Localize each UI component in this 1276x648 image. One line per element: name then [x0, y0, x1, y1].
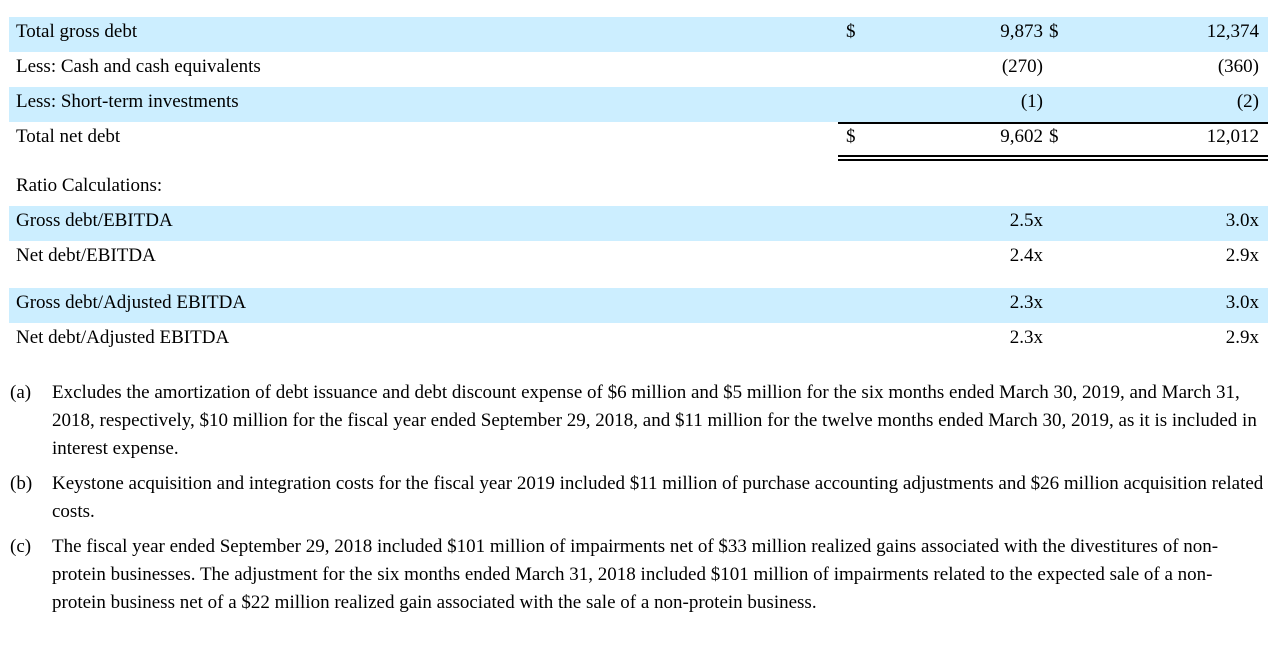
value-col2: 12,012 [1206, 126, 1259, 147]
footnote-tag: (c) [10, 536, 32, 557]
section-heading [9, 171, 1268, 206]
table-row [9, 17, 1268, 52]
value-col1: (1) [1020, 91, 1043, 112]
value-col1: 9,873 [1000, 21, 1043, 42]
value-col2: 3.0x [1225, 292, 1259, 313]
total-rule-bottom [838, 159, 1268, 161]
footnote-text: Keystone acquisition and integration costs for the fiscal year 2019 included $11 million of purchase accounting adjustments and $26 million acquisition related costs. [52, 473, 1264, 522]
table-row [9, 52, 1268, 87]
row-label: Gross debt/Adjusted EBITDA [16, 292, 247, 313]
footnote-c [10, 533, 1265, 617]
footnote-a [10, 379, 1265, 463]
currency-symbol: $ [846, 21, 856, 42]
value-col1: 2.5x [1009, 210, 1043, 231]
value-col2: 3.0x [1225, 210, 1259, 231]
footnote-tag: (a) [10, 382, 32, 403]
row-label: Total net debt [16, 126, 121, 147]
value-col2: 2.9x [1225, 245, 1259, 266]
row-label: Less: Cash and cash equivalents [16, 56, 261, 77]
table-row [9, 241, 1268, 276]
footnote-tag: (b) [10, 473, 33, 494]
row-label: Net debt/EBITDA [16, 245, 156, 266]
table-row [9, 206, 1268, 241]
value-col1: 9,602 [1000, 126, 1043, 147]
currency-symbol: $ [1049, 21, 1059, 42]
value-col2: 2.9x [1225, 327, 1259, 348]
row-label: Gross debt/EBITDA [16, 210, 173, 231]
row-label: Net debt/Adjusted EBITDA [16, 327, 230, 348]
currency-symbol: $ [1049, 126, 1059, 147]
row-label: Less: Short-term investments [16, 91, 239, 112]
table-row [9, 288, 1268, 323]
value-col1: 2.3x [1009, 292, 1043, 313]
value-col1: (270) [1001, 56, 1043, 77]
ratio-heading: Ratio Calculations: [16, 175, 163, 196]
value-col2: (360) [1217, 56, 1259, 77]
footnote-text: The fiscal year ended September 29, 2018 included $101 million of impairments net of $33 million realized gains associated with the divestitures of non-protein businesses. The adjustment for the six months ended March 31, 2018 included $101 million of impairments related to the expected sale of a non-protein business net of a $22 million realized gain associated with the sale of a non-protein business. [52, 536, 1219, 613]
footnote-text: Excludes the amortization of debt issuance and debt discount expense of $6 million and $5 million for the six months ended March 30, 2019, and March 31, 2018, respectively, $10 million for the fiscal year ended September 29, 2018, and $11 million for the twelve months ended March 30, 2019, as it is included in interest expense. [52, 382, 1257, 459]
table-row [9, 122, 1268, 157]
table-row [9, 323, 1268, 358]
value-col2: (2) [1236, 91, 1259, 112]
footnote-b [10, 470, 1265, 526]
total-rule-top [838, 155, 1268, 157]
table-row [9, 87, 1268, 122]
value-col1: 2.4x [1009, 245, 1043, 266]
value-col1: 2.3x [1009, 327, 1043, 348]
row-label: Total gross debt [16, 21, 138, 42]
currency-symbol: $ [846, 126, 856, 147]
value-col2: 12,374 [1206, 21, 1259, 42]
